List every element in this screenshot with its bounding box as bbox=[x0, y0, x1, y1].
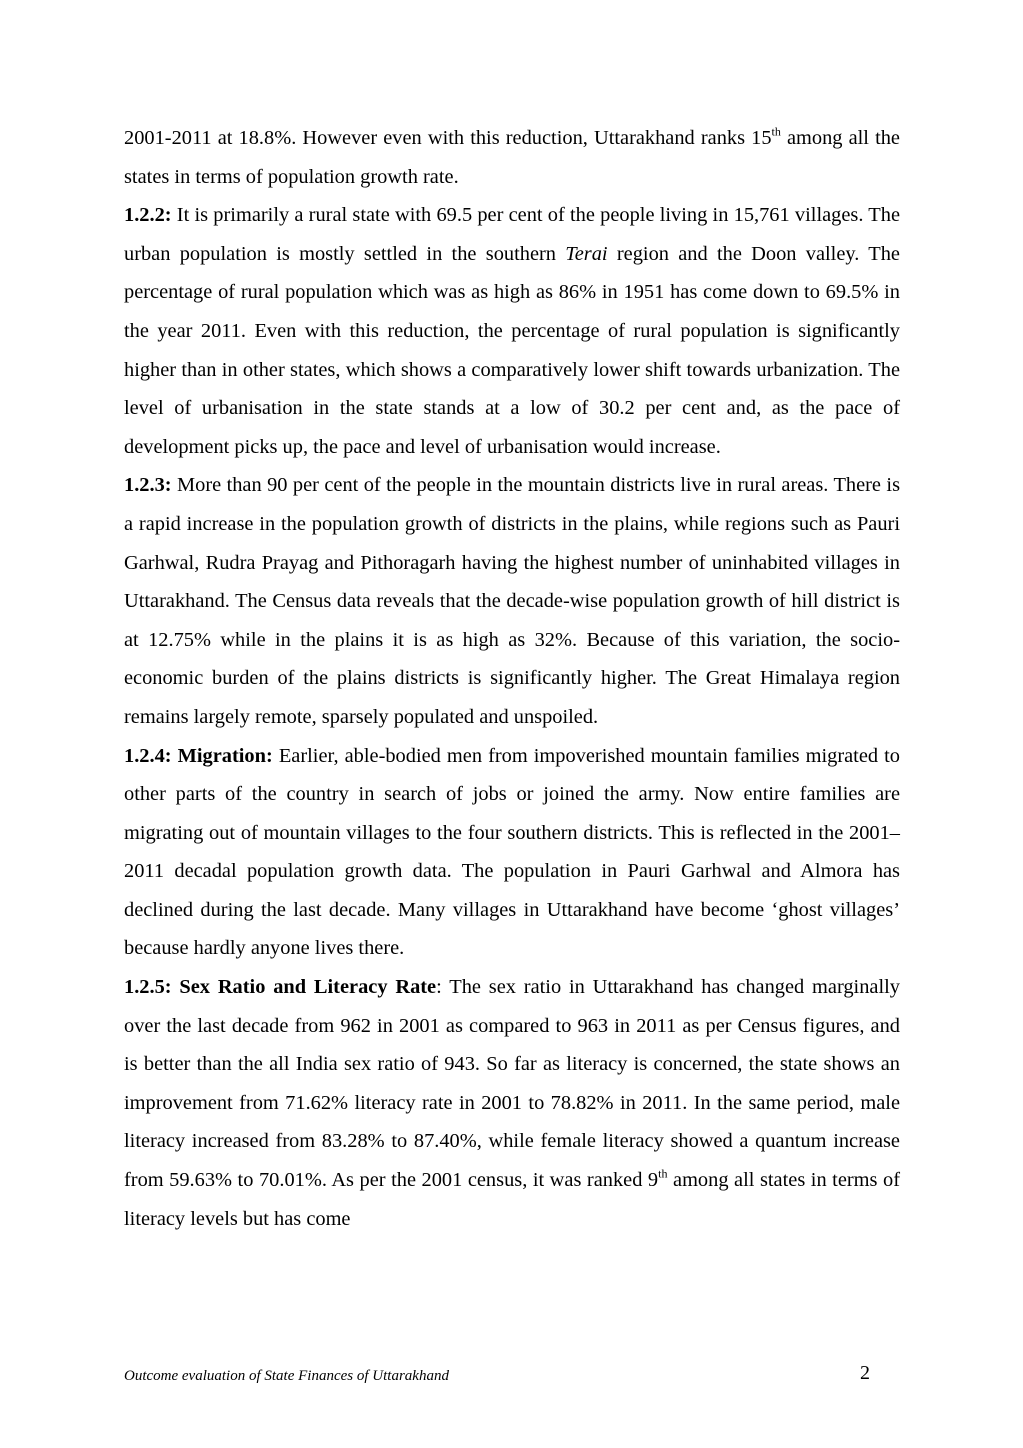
ordinal-suffix: th bbox=[771, 124, 781, 139]
paragraph-1-2-2: 1.2.2: It is primarily a rural state with 69.5 per cent of the people living in 15,761 villages. The urban population is mostly settled in the southern Terai region and the Doon valley. The percentage of rural population which was as high as 86% in 1951 has come down to 69.5% in the year 2011. Even with this reduction, the percentage of rural population is significantly higher than in other states, which shows a comparatively lower shift towards urbanization. The level of urbanisation in the state stands at a low of 30.2 per cent and, as the pace of development picks up, the pace and level of urbanisation would increase. bbox=[124, 204, 900, 458]
paragraph-1-2-4: 1.2.4: Migration: Earlier, able-bodied men from impoverished mountain families migrated to other parts of the country in search of jobs or joined the army. Now entire families are migrating out of mountain villages to the four southern districts. This is reflected in the 2001–2011 decadal population growth data. The population in Pauri Garhwal and Almora has declined during the last decade. Many villages in Uttarakhand have become ‘ghost villages’ because hardly anyone lives there. bbox=[124, 744, 900, 960]
paragraph-1-2-3: 1.2.3: More than 90 per cent of the people in the mountain districts live in rural areas. There is a rapid increase in the population growth of districts in the plains, while regions such as Pauri Garhwal, Rudra Prayag and Pithoragarh having the highest number of uninhabited villages in Uttarakhand. The Census data reveals that the decade-wise population growth of hill district is at 12.75% while in the plains it is as high as 32%. Because of this variation, the socio-economic burden of the plains districts is significantly higher. The Great Himalaya region remains largely remote, sparsely populated and unspoiled. bbox=[124, 474, 900, 728]
section-label: 1.2.2: bbox=[124, 204, 172, 227]
section-label: 1.2.3: bbox=[124, 474, 172, 497]
footer-document-title: Outcome evaluation of State Finances of Uttarakhand bbox=[124, 1368, 449, 1384]
paragraph-growth-rate-continued: 2001-2011 at 18.8%. However even with this reduction, Uttarakhand ranks 15th among all the states in terms of population growth rate. bbox=[124, 124, 900, 188]
paragraph-1-2-5: 1.2.5: Sex Ratio and Literacy Rate: The sex ratio in Uttarakhand has changed marginally over the last decade from 962 in 2001 as compared to 963 in 2011 as per Census figures, and is better than the all India sex ratio of 943. So far as literacy is concerned, the state shows an improvement from 71.62% literacy rate in 2001 to 78.82% in 2011. In the same period, male literacy increased from 83.28% to 87.40%, while female literacy showed a quantum increase from 59.63% to 70.01%. As per the 2001 census, it was ranked 9th among all states in terms of literacy levels but has come bbox=[124, 976, 900, 1230]
section-label: 1.2.4: Migration: bbox=[124, 744, 273, 767]
document-body bbox=[124, 119, 900, 1238]
ordinal-suffix: th bbox=[658, 1166, 668, 1181]
section-label: 1.2.5: Sex Ratio and Literacy Rate bbox=[124, 976, 437, 999]
footer-page-number: 2 bbox=[860, 1362, 870, 1384]
emphasis-terai: Terai bbox=[565, 242, 608, 265]
